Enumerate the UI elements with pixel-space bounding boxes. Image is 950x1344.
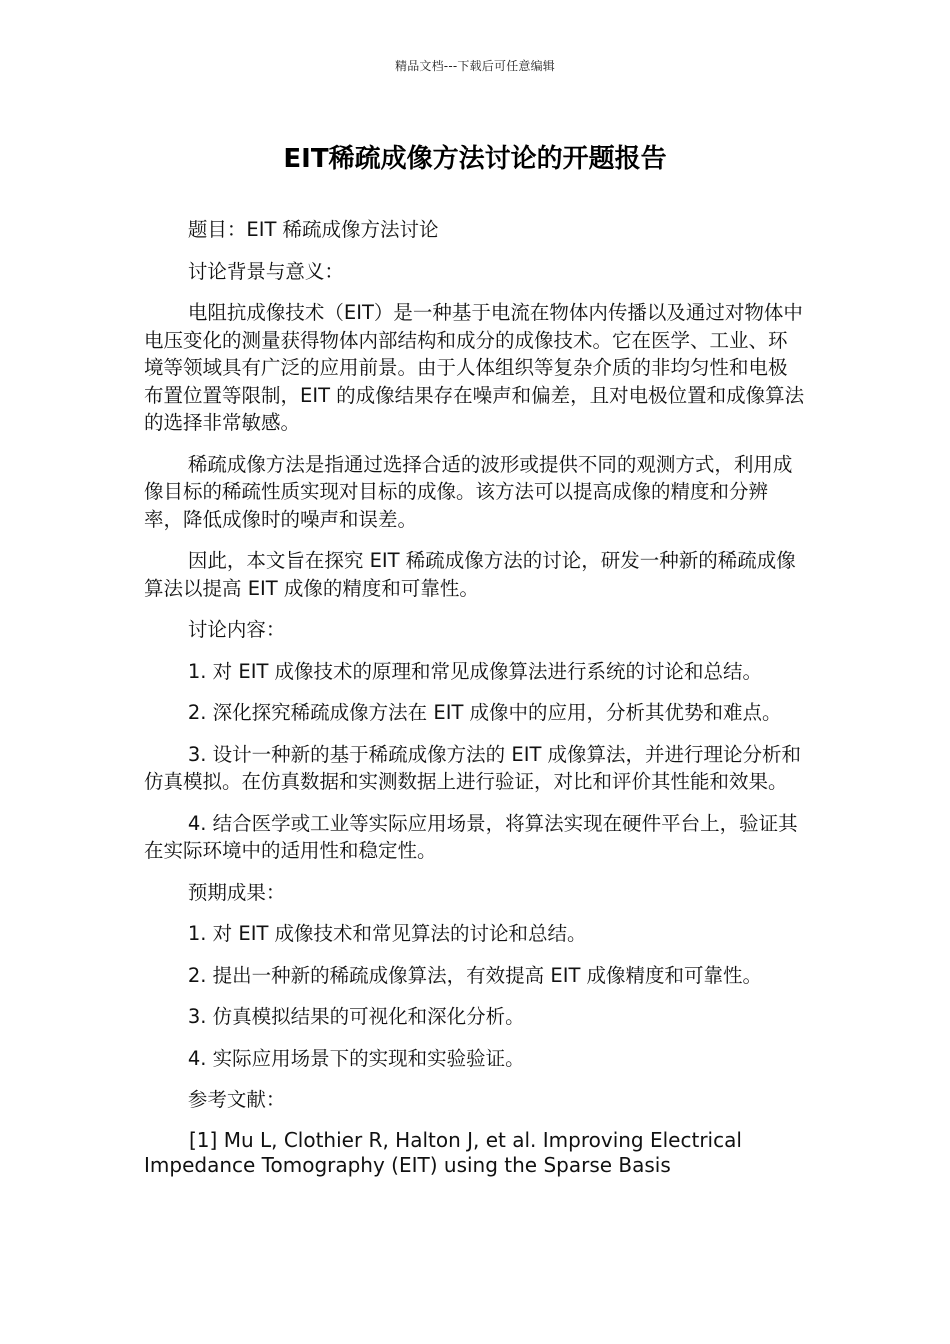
section-heading-background: 讨论背景与意义： <box>187 259 344 283</box>
list-item: 1. 对 EIT 成像技术和常见算法的讨论和总结。 <box>187 922 587 945</box>
list-item: 3. 设计一种新的基于稀疏成像方法的 EIT 成像算法，并进行理论分析和仿真模拟。在仿真数据和实测数据上进行验证，对比和评价其性能和效果。 <box>144 742 802 793</box>
list-item: 2. 深化探究稀疏成像方法在 EIT 成像中的应用，分析其优势和难点。 <box>187 701 782 724</box>
body-paragraph: 因此，本文旨在探究 EIT 稀疏成像方法的讨论，研发一种新的稀疏成像算法以提高 EIT 成像的精度和可靠性。 <box>144 549 796 600</box>
reference-item: [1] Mu L, Clothier R, Halton J, et al. Improving Electrical Impedance Tomography (EIT) using the Sparse Basis <box>144 1127 742 1177</box>
document-body <box>144 216 806 1192</box>
list-item: 4. 实际应用场景下的实现和实验验证。 <box>187 1046 525 1070</box>
document-title: EIT稀疏成像方法讨论的开题报告 <box>283 144 667 174</box>
section-heading-content: 讨论内容： <box>187 618 286 641</box>
list-item: 2. 提出一种新的稀疏成像算法，有效提高 EIT 成像精度和可靠性。 <box>187 963 763 987</box>
list-item: 4. 结合医学或工业等实际应用场景，将算法实现在硬件平台上，验证其在实际环境中的适用性和稳定性。 <box>144 811 798 862</box>
list-item: 1. 对 EIT 成像技术的原理和常见成像算法进行系统的讨论和总结。 <box>187 659 763 683</box>
list-item: 3. 仿真模拟结果的可视化和深化分析。 <box>187 1005 525 1028</box>
body-paragraph: 稀疏成像方法是指通过选择合适的波形或提供不同的观测方式，利用成像目标的稀疏性质实现对目标的成像。该方法可以提高成像的精度和分辨率，降低成像时的噪声和误差。 <box>144 452 793 531</box>
page-header: 精品文档---下载后可任意编辑 <box>395 59 555 73</box>
topic-line: 题目：EIT 稀疏成像方法讨论 <box>187 218 439 241</box>
section-heading-outcomes: 预期成果： <box>187 880 286 904</box>
body-paragraph: 电阻抗成像技术（EIT）是一种基于电流在物体内传播以及通过对物体中电压变化的测量获得物体内部结构和成分的成像技术。它在医学、工业、环境等领域具有广泛的应用前景。由于人体组织等复杂介质的非均匀性和电极布置位置等限制，EIT 的成像结果存在噪声和偏差，且对电极位置和成像算法的选择非常敏感。 <box>144 301 805 434</box>
section-heading-references: 参考文献： <box>187 1088 286 1111</box>
